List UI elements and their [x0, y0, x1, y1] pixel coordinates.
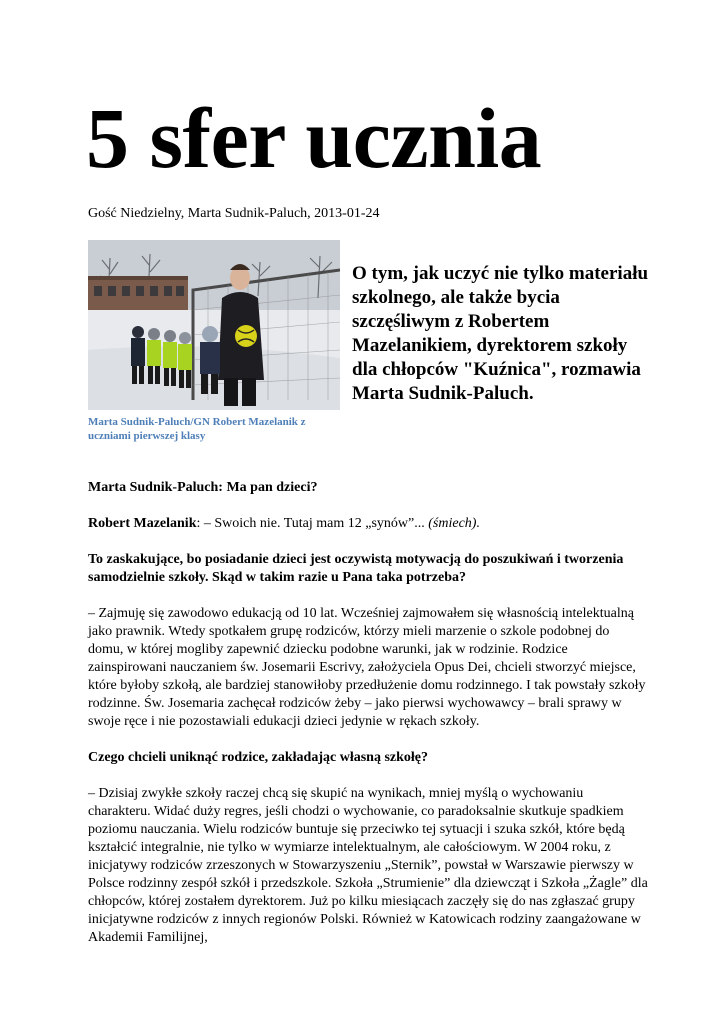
question-3: Czego chcieli uniknąć rodzice, zakładając własną szkołę? — [88, 750, 428, 765]
answer-1-speaker: Robert Mazelanik — [88, 516, 197, 531]
article-title: 5 sfer ucznia — [86, 90, 542, 186]
article-lead: O tym, jak uczyć nie tylko materiału szkolnego, ale także bycia szczęśliwym z Robertem Mazelanikiem, dyrektorem szkoły dla chłopców "Kuźnica", rozmawia Marta Sudnik-Paluch. — [352, 263, 649, 404]
article-byline: Gość Niedzielny, Marta Sudnik-Paluch, 2013-01-24 — [88, 206, 380, 221]
article-photo — [88, 240, 340, 410]
article-body — [88, 479, 648, 965]
answer-1 — [88, 515, 648, 533]
question-2: To zaskakujące, bo posiadanie dzieci jest oczywistą motywacją do poszukiwań i tworzenia samodzielnie szkoły. Skąd w takim razie u Pana taka potrzeba? — [88, 552, 624, 585]
photo-caption: Marta Sudnik-Paluch/GN Robert Mazelanik z uczniami pierwszej klasy — [88, 416, 306, 442]
answer-1-note: (śmiech). — [428, 516, 480, 531]
answer-2: – Zajmuję się zawodowo edukacją od 10 lat. Wcześniej zajmowałem się własnością intelektualną jako prawnik. Wtedy spotkałem grupę rodziców, którzy mieli marzenie o szkole podobnej do domu, w której mogliby zapewnić dziecku podobne warunki, jak w rodzinie. Rodzice zainspirowani nauczaniem św. Josemarii Escrivy, założyciela Opus Dei, chcieli stworzyć miejsce, które byłoby szkołą, ale bardziej stanowiłoby przedłużenie domu rodzinnego. I tak powstały szkoły rodzinne. Św. Josemaria zachęcał rodziców żeby – jako pierwsi wychowawcy – brali sprawy w swoje ręce i nie pozostawiali edukacji dzieci jedynie w rękach szkoły. — [88, 606, 646, 729]
question-1: Marta Sudnik-Paluch: Ma pan dzieci? — [88, 480, 318, 495]
answer-3: – Dzisiaj zwykłe szkoły raczej chcą się skupić na wynikach, mniej myślą o wychowaniu charakteru. Widać duży regres, jeśli chodzi o wychowanie, co paradoksalnie skutkuje spadkiem poziomu nauczania. Wielu rodziców buntuje się przeciwko tej sytuacji i szuka szkół, które będą kształcić integralnie, nie tylko w wymiarze intelektualnym, ale całościowym. W 2004 roku, z inicjatywy rodziców zrzeszonych w Stowarzyszeniu „Sternik”, powstał w Warszawie pierwszy w Polsce rodzinny zespół szkół i przedszkole. Szkoła „Strumienie” dla dziewcząt i Szkoła „Żagle” dla chłopców, której zostałem dyrektorem. Już po kilku miesiącach zaczęły się do nas zgłaszać grupy inicjatywne rodziców z innych regionów Polski. Również w Katowicach rodziny zaangażowane w Akademii Familijnej, — [88, 786, 648, 945]
answer-1-text: : – Swoich nie. Tutaj mam 12 „synów”... — [196, 516, 429, 531]
